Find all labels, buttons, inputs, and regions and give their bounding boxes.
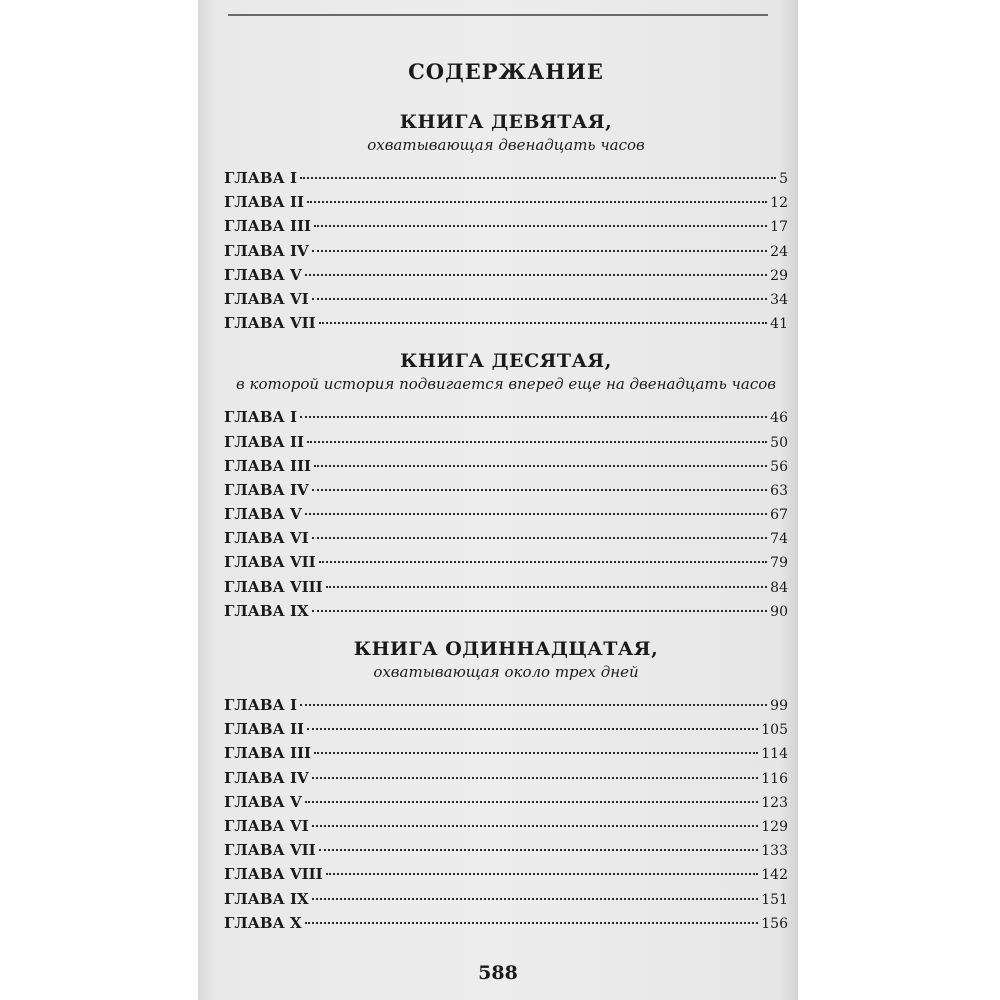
toc-entry xyxy=(224,263,788,287)
toc-entry xyxy=(224,599,788,623)
chapter-page-number: 105 xyxy=(761,722,788,739)
toc-entry xyxy=(224,502,788,526)
table-of-contents xyxy=(224,52,788,949)
contents-title: СОДЕРЖАНИЕ xyxy=(408,59,604,84)
running-header-rule xyxy=(228,0,768,16)
toc-entry xyxy=(224,405,788,429)
book-section-nine xyxy=(224,110,788,335)
chapter-label: ГЛАВА IV xyxy=(224,241,309,260)
dot-leader xyxy=(312,898,759,900)
chapter-label: ГЛАВА I xyxy=(224,169,297,187)
chapter-label: ГЛАВА VII xyxy=(224,314,316,333)
chapter-label: ГЛАВА II xyxy=(224,193,304,212)
chapter-page-number: 29 xyxy=(770,267,788,284)
chapter-label: ГЛАВА III xyxy=(224,744,312,763)
chapter-label: ГЛАВА I xyxy=(224,696,297,714)
chapter-page-number: 99 xyxy=(770,698,788,714)
dot-leader xyxy=(305,801,759,803)
dot-leader xyxy=(314,752,758,754)
toc-entry xyxy=(224,239,788,263)
dot-leader xyxy=(307,728,758,730)
chapter-label: ГЛАВА V xyxy=(224,265,302,284)
chapter-page-number: 56 xyxy=(770,458,788,475)
book-subtitle: охватывающая двенадцать часов xyxy=(367,136,645,154)
chapter-label: ГЛАВА VIII xyxy=(224,577,323,596)
chapter-page-number: 46 xyxy=(770,410,788,427)
chapter-label: ГЛАВА II xyxy=(224,720,304,739)
chapter-page-number: 41 xyxy=(770,316,788,333)
dot-leader xyxy=(312,825,759,827)
chapter-list xyxy=(224,405,788,623)
dot-leader xyxy=(319,322,768,324)
toc-entry xyxy=(224,575,788,599)
chapter-label: ГЛАВА IX xyxy=(224,889,309,908)
chapter-label: ГЛАВА VI xyxy=(224,816,309,835)
chapter-page-number: 156 xyxy=(761,915,788,932)
book-title: КНИГА ОДИННАДЦАТАЯ, xyxy=(353,638,659,660)
chapter-page-number: 84 xyxy=(770,579,788,596)
toc-entry xyxy=(224,287,788,311)
dot-leader xyxy=(314,465,767,467)
toc-entry xyxy=(224,887,788,911)
dot-leader xyxy=(319,561,768,563)
chapter-page-number: 50 xyxy=(770,434,788,451)
chapter-page-number: 114 xyxy=(761,746,788,763)
chapter-label: ГЛАВА V xyxy=(224,792,302,811)
dot-leader xyxy=(312,250,768,252)
dot-leader xyxy=(326,873,759,875)
chapter-page-number: 142 xyxy=(761,867,788,884)
dot-leader xyxy=(305,274,768,276)
chapter-label: ГЛАВА VIII xyxy=(224,865,323,884)
dot-leader xyxy=(312,777,759,779)
chapter-page-number: 79 xyxy=(770,555,788,572)
toc-entry xyxy=(224,190,788,214)
chapter-page-number: 24 xyxy=(770,243,788,260)
chapter-page-number: 5 xyxy=(779,171,788,187)
chapter-label: ГЛАВА IV xyxy=(224,768,309,787)
chapter-page-number: 123 xyxy=(761,794,788,811)
toc-entry xyxy=(224,741,788,765)
chapter-page-number: 116 xyxy=(761,770,788,787)
page-number: 588 xyxy=(478,962,518,984)
chapter-label: ГЛАВА IV xyxy=(224,480,309,499)
book-title: КНИГА ДЕСЯТАЯ, xyxy=(400,350,612,373)
toc-entry xyxy=(224,311,788,335)
book-page xyxy=(198,0,798,1000)
chapter-page-number: 151 xyxy=(761,891,788,908)
chapter-label: ГЛАВА I xyxy=(224,408,297,427)
chapter-label: ГЛАВА II xyxy=(224,432,304,451)
toc-entry xyxy=(224,766,788,790)
chapter-page-number: 90 xyxy=(770,603,788,620)
toc-entry xyxy=(224,454,788,478)
toc-entry xyxy=(224,814,788,838)
toc-entry xyxy=(224,478,788,502)
chapter-page-number: 34 xyxy=(770,291,788,308)
chapter-page-number: 63 xyxy=(770,482,788,499)
chapter-page-number: 133 xyxy=(761,843,788,860)
chapter-label: ГЛАВА III xyxy=(224,217,312,236)
book-section-eleven xyxy=(224,637,788,935)
book-subtitle: в которой история подвигается вперед еще на двенадцать часов xyxy=(236,375,776,394)
toc-entry xyxy=(224,166,788,190)
toc-entry xyxy=(224,550,788,574)
toc-entry xyxy=(224,526,788,550)
toc-entry xyxy=(224,790,788,814)
toc-entry xyxy=(224,430,788,454)
dot-leader xyxy=(307,441,767,443)
dot-leader xyxy=(319,849,759,851)
toc-entry xyxy=(224,214,788,238)
chapter-page-number: 12 xyxy=(770,195,788,212)
chapter-page-number: 74 xyxy=(770,531,788,548)
dot-leader xyxy=(300,177,776,179)
chapter-label: ГЛАВА IX xyxy=(224,601,309,620)
chapter-list xyxy=(224,166,788,335)
chapter-label: ГЛАВА VI xyxy=(224,289,309,308)
toc-entry xyxy=(224,693,788,717)
toc-entry xyxy=(224,862,788,886)
book-title: КНИГА ДЕВЯТАЯ, xyxy=(399,111,613,133)
chapter-label: ГЛАВА VI xyxy=(224,529,309,548)
chapter-page-number: 17 xyxy=(770,219,788,236)
dot-leader xyxy=(312,610,768,612)
toc-entry xyxy=(224,911,788,935)
chapter-label: ГЛАВА III xyxy=(224,456,312,475)
chapter-page-number: 129 xyxy=(761,818,788,835)
chapter-label: ГЛАВА VII xyxy=(224,553,316,572)
dot-leader xyxy=(305,513,768,515)
book-subtitle: охватывающая около трех дней xyxy=(373,663,639,681)
dot-leader xyxy=(312,537,768,539)
dot-leader xyxy=(326,586,768,588)
chapter-label: ГЛАВА X xyxy=(224,913,302,932)
dot-leader xyxy=(307,201,767,203)
toc-entry xyxy=(224,838,788,862)
dot-leader xyxy=(312,489,768,491)
dot-leader xyxy=(300,704,767,706)
dot-leader xyxy=(312,298,768,300)
toc-entry xyxy=(224,717,788,741)
dot-leader xyxy=(300,416,767,418)
chapter-page-number: 67 xyxy=(770,507,788,524)
chapter-label: ГЛАВА V xyxy=(224,505,302,524)
chapter-label: ГЛАВА VII xyxy=(224,841,316,860)
dot-leader xyxy=(314,225,767,227)
chapter-list xyxy=(224,693,788,935)
book-section-ten xyxy=(224,349,788,623)
dot-leader xyxy=(305,922,759,924)
